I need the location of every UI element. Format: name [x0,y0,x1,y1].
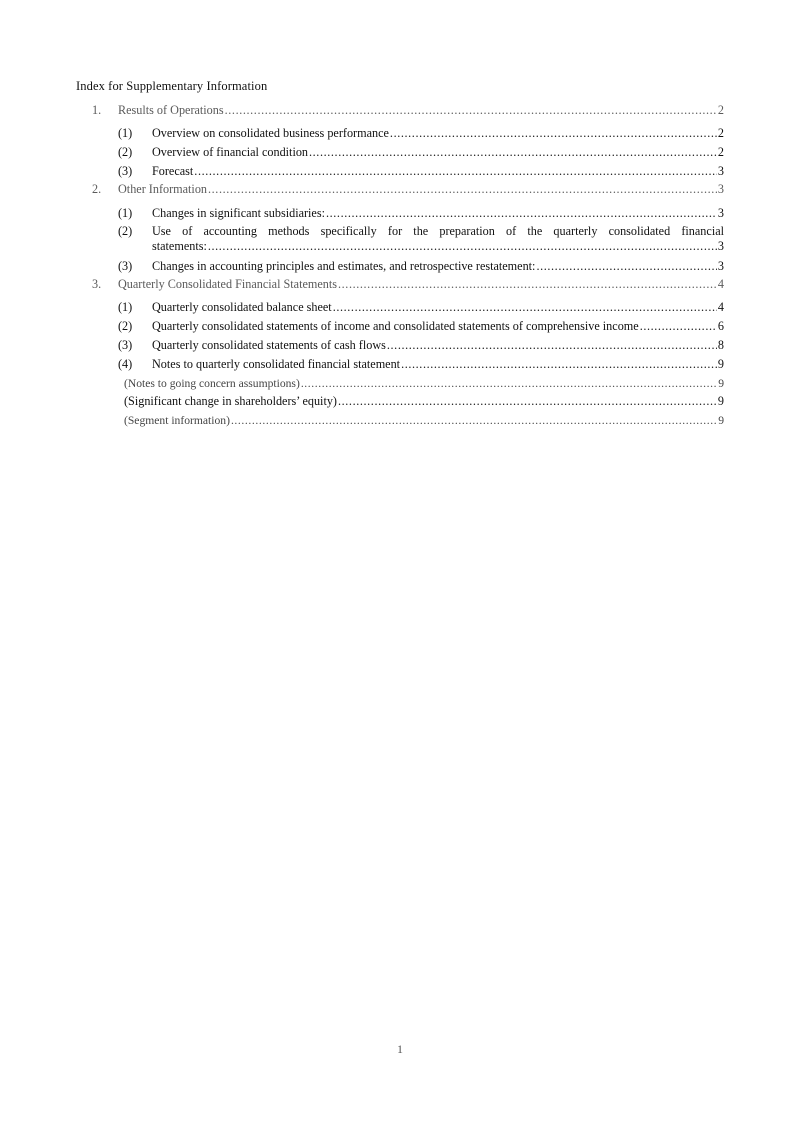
toc-entry-number: (1) [118,126,133,140]
toc-entry-page: 2 [717,126,724,140]
toc-entry-title: Results of Operations [118,103,224,117]
toc-entry-title: (Segment information) [124,414,230,427]
toc-entry-page: 9 [717,394,724,408]
toc-entry-number: (1) [118,300,133,314]
dot-leader [536,259,716,274]
toc-entry-page: 3 [717,259,724,273]
toc-entry-page: 6 [717,319,724,333]
toc-entry-page: 4 [717,277,724,291]
dot-leader [309,145,717,160]
dot-leader [338,277,717,292]
dot-leader [390,126,717,141]
toc-entry-title: Quarterly Consolidated Financial Statements [118,277,337,291]
dot-leader [387,338,717,353]
toc-entry-title: Quarterly consolidated balance sheet [152,300,332,314]
dot-leader [333,300,717,315]
toc-entry-title-line2: statements: [152,239,207,253]
toc-entry-number: (4) [118,357,133,371]
toc-entry-page: 3 [717,239,724,253]
toc-entry-number: (2) [118,224,133,238]
toc-entry-page: 4 [717,300,724,314]
index-heading: Index for Supplementary Information [76,79,268,93]
toc-entry-number: (1) [118,206,133,220]
toc-entry-title: Notes to quarterly consolidated financial statement [152,357,401,371]
toc-entry-page: 2 [717,145,724,159]
toc-entry-number: 3. [92,277,102,291]
dot-leader [231,413,717,428]
page-number: 1 [397,1042,403,1056]
dot-leader [401,357,717,372]
toc-entry-number: 2. [92,182,102,196]
toc-entry-title: Changes in significant subsidiaries: [152,206,325,220]
toc-entry-title: Overview on consolidated business performance [152,126,389,140]
toc-entry-number: (3) [118,164,133,178]
toc-entry-number: 1. [92,103,102,117]
dot-leader [208,239,717,254]
toc-entry-title: (Significant change in shareholders’ equity) [124,394,337,408]
toc-entry-title: Forecast [152,164,194,178]
toc-entry-page: 9 [718,414,724,427]
toc-entry-title: Other Information [118,182,208,196]
toc-entry-page: 3 [717,206,724,220]
toc-entry-page: 8 [717,338,724,352]
toc-entry-page: 2 [717,103,724,117]
toc-entry-title: Overview of financial condition [152,145,309,159]
dot-leader [208,182,717,197]
dot-leader [225,103,717,118]
toc-entry-title-line1: Use of accounting methods specifically for the preparation of the quarterly consolidated financial [152,224,724,238]
dot-leader [194,164,717,179]
toc-entry-accounting-methods[interactable] [0,224,800,256]
toc-entry-page: 3 [717,164,724,178]
toc-entry-number: (2) [118,145,133,159]
toc-entry-page: 9 [718,377,724,390]
toc-entry-number: (3) [118,338,133,352]
toc-entry-title: Quarterly consolidated statements of income and consolidated statements of comprehensive income [152,319,639,333]
toc-entry-page: 3 [717,182,724,196]
dot-leader [301,376,717,391]
toc-entry-title: (Notes to going concern assumptions) [124,377,300,390]
dot-leader [640,319,717,334]
toc-entry-title: Changes in accounting principles and estimates, and retrospective restatement: [152,259,536,273]
toc-entry-page: 9 [717,357,724,371]
toc-entry-title: Quarterly consolidated statements of cash flows [152,338,386,352]
dot-leader [326,206,717,221]
dot-leader [338,394,717,409]
toc-entry-number: (3) [118,259,133,273]
toc-entry-number: (2) [118,319,133,333]
